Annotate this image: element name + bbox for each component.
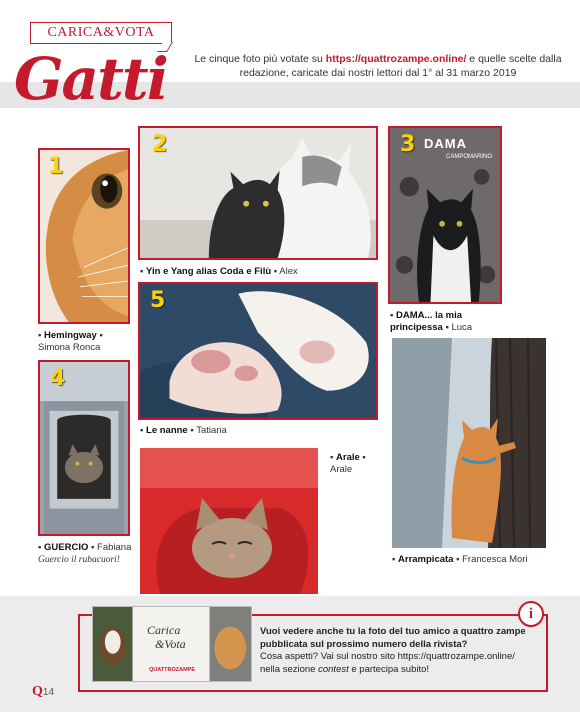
caption-title: Arrampicata: [398, 554, 454, 565]
intro-prefix: Le cinque foto più votate su: [194, 53, 326, 65]
intro-suffix: e quelle scelte dalla redazione, caricate dai nostri lettori dal 1° al 31 marzo 2019: [239, 53, 562, 79]
tabby-kitten-image: [140, 448, 318, 594]
caption-author: Luca: [451, 322, 473, 333]
intro-text: [186, 52, 570, 80]
caption-title: DAMA... la mia principessa: [390, 310, 463, 333]
promo-brand-1: Carica: [147, 623, 181, 637]
promo-thumbnail[interactable]: [92, 606, 252, 682]
promo-line-3-prefix: nella sezione: [260, 663, 319, 675]
intro-link[interactable]: https://quattrozampe.online/: [325, 53, 467, 65]
caption-guercio: ▪ GUERCIO ▪ Fabiana Guercio il rubacuori!: [38, 542, 132, 565]
promo-line-2: Cosa aspetti? Vai sul nostro sito https://quattrozampe.online/: [260, 651, 515, 662]
caption-title: Arale: [336, 452, 360, 463]
photo-overlay-place: CAMPOMARINO: [446, 154, 493, 160]
sleeping-paws-image: [140, 284, 376, 418]
page-number: [32, 684, 54, 700]
photo-yin-yang[interactable]: [138, 126, 378, 260]
bullet: ▪: [38, 330, 45, 341]
caption-yin-yang: ▪ Yin e Yang alias Coda e Filù ▪ Alex: [140, 266, 298, 277]
promo-question: Vuoi vedere anche tu la foto del tuo amico a quattro zampe pubblicata sul prossimo numero della rivista?: [260, 626, 526, 650]
caption-arrampicata: ▪ Arrampicata ▪ Francesca Mori: [392, 554, 528, 565]
caption-author: Fabiana: [97, 542, 132, 553]
caption-author: Tatiana: [196, 425, 227, 436]
caption-title: Le nanne: [146, 425, 188, 436]
rank-number-2: 2: [152, 132, 168, 157]
promo-logo: QUATTROZAMPE: [149, 667, 196, 673]
caption-author: Simona Ronca: [38, 342, 101, 353]
promo-brand-2: &Vota: [155, 637, 186, 651]
caption-arale: ▪ Arale ▪ Arale: [330, 452, 366, 475]
photo-guercio[interactable]: [38, 360, 130, 536]
rank-number-4: 4: [50, 366, 66, 391]
caption-author: Arale: [330, 464, 353, 475]
info-icon: i: [518, 601, 544, 627]
caption-title: Hemingway: [44, 330, 97, 341]
rank-number-5: 5: [150, 288, 166, 313]
photo-arrampicata[interactable]: [392, 338, 546, 548]
magazine-mark: Q: [32, 684, 43, 699]
photo-arale[interactable]: [140, 448, 318, 594]
photo-overlay-title: DAMA: [424, 136, 467, 151]
page-number-value: 14: [42, 687, 55, 698]
page-title: Gatti: [14, 45, 167, 113]
caption-title: GUERCIO: [44, 542, 89, 553]
climbing-cat-image: [392, 338, 546, 548]
rank-number-3: 3: [400, 132, 416, 157]
promo-text: [260, 626, 550, 676]
caption-author: Alex: [279, 266, 298, 277]
caption-author: Francesca Mori: [462, 554, 528, 565]
caption-title: Yin e Yang alias Coda e Filù: [146, 266, 272, 277]
caption-dama: ▪ DAMA... la mia principessa ▪ Luca: [390, 310, 473, 333]
caption-le-nanne: ▪ Le nanne ▪ Tatiana: [140, 425, 227, 436]
caption-hemingway: ▪ Hemingway ▪ Simona Ronca: [38, 330, 103, 353]
rank-number-1: 1: [48, 154, 64, 179]
promo-line-3-suffix: e partecipa subito!: [348, 663, 430, 675]
brand-label: CARICA&VOTA: [30, 22, 172, 44]
photo-hemingway[interactable]: [38, 148, 130, 324]
photo-le-nanne[interactable]: [138, 282, 378, 420]
two-cats-image: [140, 128, 376, 258]
caption-note: Guercio il rubacuori!: [38, 555, 120, 565]
promo-line-3-em: contest: [318, 663, 349, 675]
photo-dama[interactable]: [388, 126, 502, 304]
